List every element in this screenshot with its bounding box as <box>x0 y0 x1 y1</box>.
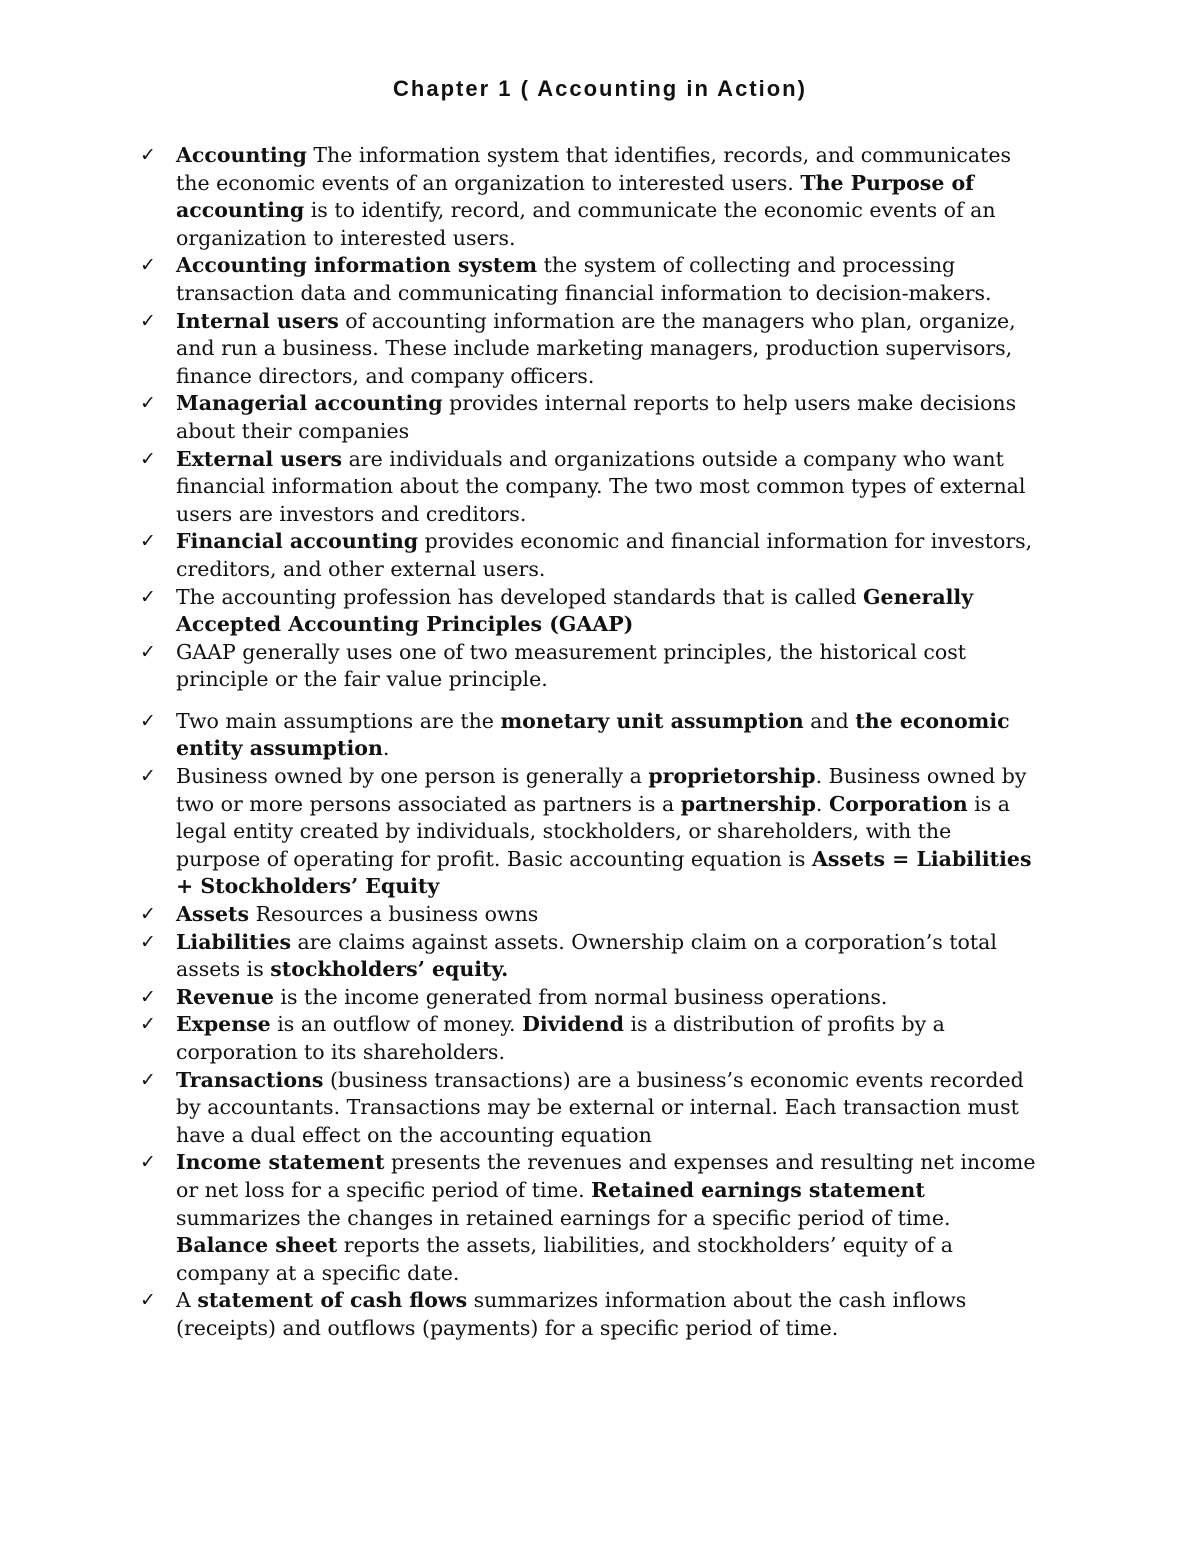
item-text: and <box>803 708 856 733</box>
item-text: of accounting information are the managers who plan, organize, and run a business. These include marketing managers, production supervisors, finance directors, and company officers. <box>176 308 1016 388</box>
checkmark-icon: ✓ <box>140 254 156 277</box>
item-text: provides economic and financial information for investors, creditors, and other external users. <box>176 529 1033 581</box>
bold-term: stockholders’ equity. <box>270 957 509 982</box>
item-text: is to identify, record, and communicate the economic events of an organization to interested users. <box>176 198 996 250</box>
list-item <box>140 763 1040 901</box>
item-text: The accounting profession has developed standards that is called <box>176 584 864 609</box>
item-text: Resources a business owns <box>249 902 539 927</box>
item-text: . <box>382 736 390 761</box>
checkmark-icon: ✓ <box>140 709 156 732</box>
bold-term: Transactions <box>176 1067 324 1092</box>
checkmark-icon: ✓ <box>140 1013 156 1036</box>
bold-term: Generally Accepted Accounting Principles (GAAP) <box>176 584 974 637</box>
bold-term: Assets <box>176 902 250 927</box>
bold-term: The Purpose of accounting <box>176 170 974 223</box>
item-text: is a distribution of profits by a corporation to its shareholders. <box>176 1012 945 1064</box>
item-text: reports the assets, liabilities, and stockholders’ equity of a company at a specific date. <box>176 1233 953 1285</box>
bold-term: monetary unit assumption <box>500 708 804 733</box>
checkmark-icon: ✓ <box>140 392 156 415</box>
bold-term: Assets = Liabilities + Stockholders’ Equity <box>176 846 1032 899</box>
list-item <box>140 901 1040 929</box>
item-text: the system of collecting and processing transaction data and communicating financial information to decision-makers. <box>176 253 992 305</box>
item-text: GAAP generally uses one of two measurement principles, the historical cost principle or the fair value principle. <box>176 639 967 692</box>
checkmark-icon: ✓ <box>140 1289 156 1312</box>
bold-term: Accounting <box>176 143 307 167</box>
checkmark-icon: ✓ <box>140 585 156 608</box>
checkmark-icon: ✓ <box>140 903 156 926</box>
list-item <box>140 1011 1040 1066</box>
bold-term: Corporation <box>828 791 968 816</box>
bold-term: Income statement <box>176 1150 385 1175</box>
checkmark-icon: ✓ <box>140 447 156 470</box>
item-text: A <box>176 1288 198 1313</box>
item-text: is an outflow of money. <box>270 1012 523 1037</box>
list-item <box>140 1287 1040 1342</box>
list-item <box>140 528 1040 583</box>
bold-term: Balance sheet <box>176 1233 338 1258</box>
item-text: The information system that identifies, records, and communicates the economic events of an organization to interested users. <box>176 143 1011 195</box>
bold-term: Retained earnings statement <box>591 1177 925 1202</box>
item-text: . <box>815 791 829 816</box>
list-item <box>140 308 1040 391</box>
list-item <box>140 446 1040 529</box>
bullet-list <box>140 142 1040 1343</box>
list-item <box>140 1067 1040 1150</box>
item-text: summarizes information about the cash inflows (receipts) and outflows (payments) for a specific period of time. <box>176 1288 967 1340</box>
bold-term: partnership <box>680 791 816 816</box>
checkmark-icon: ✓ <box>140 1151 156 1174</box>
checkmark-icon: ✓ <box>140 1068 156 1091</box>
item-text: are individuals and organizations outside a company who want financial information about the company. The two most common types of external users are investors and creditors. <box>176 446 1026 526</box>
page-title: Chapter 1 ( Accounting in Action) <box>393 76 807 101</box>
item-text: presents the revenues and expenses and resulting net income or net loss for a specific period of time. <box>176 1150 1036 1202</box>
checkmark-icon: ✓ <box>140 144 156 166</box>
checkmark-icon: ✓ <box>140 930 156 953</box>
bold-term: proprietorship <box>648 764 816 789</box>
checkmark-icon: ✓ <box>140 640 156 663</box>
item-text: is the income generated from normal business operations. <box>273 984 888 1009</box>
bold-term: Internal users <box>176 308 339 333</box>
item-text: are claims against assets. Ownership claim on a corporation’s total assets is <box>176 929 997 982</box>
bold-term: External users <box>176 446 343 471</box>
bold-term: statement of cash flows <box>197 1288 468 1313</box>
list-item <box>140 639 1040 694</box>
list-item <box>140 584 1040 639</box>
bold-term: Expense <box>176 1012 271 1037</box>
list-item <box>140 1149 1040 1287</box>
bold-term: Accounting information system <box>176 253 538 278</box>
bold-term: Dividend <box>522 1012 624 1037</box>
list-item <box>140 708 1040 763</box>
checkmark-icon: ✓ <box>140 530 156 553</box>
bold-term: Liabilities <box>176 929 292 954</box>
item-text: (business transactions) are a business’s economic events recorded by accountants. Transactions may be external or internal. Each transaction must have a dual effect on the accounting equation <box>176 1067 1024 1147</box>
item-text: is a legal entity created by individuals, stockholders, or shareholders, with the purpose of operating for profit. Basic accounting equation is <box>176 791 1011 871</box>
checkmark-icon: ✓ <box>140 985 156 1008</box>
list-item <box>140 929 1040 984</box>
list-item <box>140 984 1040 1012</box>
list-item <box>140 252 1040 307</box>
item-text: provides internal reports to help users make decisions about their companies <box>176 391 1017 443</box>
bold-term: the economic entity assumption <box>176 708 1010 761</box>
bold-term: Revenue <box>176 984 274 1009</box>
bold-term: Financial accounting <box>176 529 419 554</box>
list-item <box>140 142 1040 252</box>
checkmark-icon: ✓ <box>140 309 156 332</box>
item-text: summarizes the changes in retained earnings for a specific period of time. <box>176 1205 951 1230</box>
item-text: Business owned by one person is generally a <box>176 764 649 789</box>
item-text: . Business owned by two or more persons associated as partners is a <box>176 764 1027 816</box>
list-item <box>140 390 1040 445</box>
checkmark-icon: ✓ <box>140 765 156 788</box>
item-text: Two main assumptions are the <box>176 708 501 733</box>
bold-term: Managerial accounting <box>176 391 443 416</box>
